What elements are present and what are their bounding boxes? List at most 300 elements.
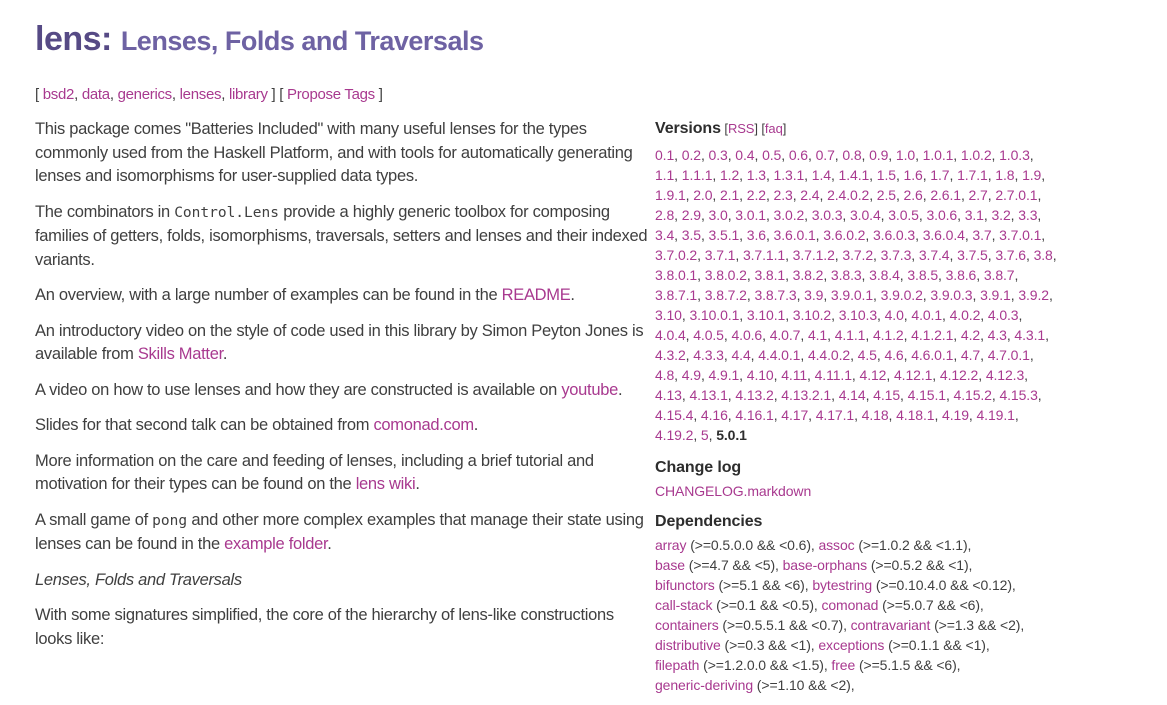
version-link-4.19[interactable]: 4.19 <box>942 407 969 423</box>
version-link-4.0[interactable]: 4.0 <box>884 307 904 323</box>
version-link-4.17.1[interactable]: 4.17.1 <box>815 407 855 423</box>
version-link-0.9[interactable]: 0.9 <box>869 147 889 163</box>
version-item: 4.3, <box>987 327 1011 343</box>
version-item: 4.8, <box>655 367 678 383</box>
version-item: 4.0, <box>884 307 908 323</box>
version-link-3.10.1[interactable]: 3.10.1 <box>746 307 786 323</box>
version-link-4.13.1[interactable]: 4.13.1 <box>689 387 728 403</box>
version-link-3.6.0.2[interactable]: 3.6.0.2 <box>823 227 866 243</box>
version-link-3.6.0.1[interactable]: 3.6.0.1 <box>773 227 816 243</box>
description-paragraph: An introductory video on the style of code used in this library by Simon Peyton Jones is available from Skills Matter. <box>35 321 644 363</box>
version-link-1.0[interactable]: 1.0 <box>895 147 916 163</box>
version-link-0.7[interactable]: 0.7 <box>815 147 835 163</box>
version-link-1.4.1[interactable]: 1.4.1 <box>838 167 870 183</box>
version-item: 1.8, <box>995 167 1019 183</box>
version-link-4.15.1[interactable]: 4.15.1 <box>907 387 946 403</box>
youtube-link[interactable]: youtube <box>561 380 618 399</box>
version-item: 3.10, <box>655 307 686 323</box>
version-item: 1.7.1, <box>957 167 992 183</box>
package-description-column <box>35 0 653 663</box>
version-link-3.7.0.1[interactable]: 3.7.0.1 <box>999 227 1042 243</box>
version-link-4.6.0.1[interactable]: 4.6.0.1 <box>911 347 954 363</box>
version-item: 3.9.2, <box>1018 287 1053 303</box>
version-link-4.13[interactable]: 4.13 <box>655 387 682 403</box>
version-link-4.15.4[interactable]: 4.15.4 <box>655 407 694 423</box>
version-link-3.10.0.1[interactable]: 3.10.0.1 <box>689 307 740 323</box>
changelog-heading: Change log <box>655 459 742 476</box>
version-link-3.10.2[interactable]: 3.10.2 <box>792 307 832 323</box>
version-link-2.9[interactable]: 2.9 <box>681 207 701 223</box>
version-link-4.12[interactable]: 4.12 <box>859 367 887 383</box>
version-link-4.0.6[interactable]: 4.0.6 <box>731 327 763 343</box>
version-item: 3.8.0.2, <box>704 267 751 283</box>
version-link-3.7.1[interactable]: 3.7.1 <box>704 247 736 263</box>
version-item: 3.8.6, <box>945 267 981 283</box>
version-item: 4.13.2, <box>735 387 778 403</box>
version-link-3.6[interactable]: 3.6 <box>746 227 766 243</box>
version-link-4.19.2[interactable]: 4.19.2 <box>655 427 694 443</box>
version-item: 4.0.3, <box>987 307 1023 323</box>
version-link-4.8[interactable]: 4.8 <box>655 367 675 383</box>
version-item: 3.7.4, <box>918 247 954 263</box>
version-item: 3.10.3, <box>838 307 881 323</box>
version-item: 3.6.0.1, <box>773 227 820 243</box>
version-link-0.8[interactable]: 0.8 <box>842 147 862 163</box>
version-item: 3.7.5, <box>957 247 992 263</box>
version-item: 3.6.0.4, <box>922 227 969 243</box>
dependency-link-exceptions[interactable]: exceptions <box>818 637 885 653</box>
version-link-0.4[interactable]: 0.4 <box>735 147 755 163</box>
version-link-3.7.1.2[interactable]: 3.7.1.2 <box>792 247 835 263</box>
dependency-link-generic-deriving[interactable]: generic-deriving <box>655 677 754 693</box>
dependency-item <box>655 577 809 593</box>
version-link-3.8.3[interactable]: 3.8.3 <box>830 267 862 283</box>
version-link-0.6[interactable]: 0.6 <box>788 147 808 163</box>
version-link-4.3.1[interactable]: 4.3.1 <box>1014 327 1046 343</box>
version-link-3.7.6[interactable]: 3.7.6 <box>995 247 1026 263</box>
version-link-3.7.3[interactable]: 3.7.3 <box>880 247 912 263</box>
version-item: 3.7.0.1, <box>999 227 1046 243</box>
dependency-link-distributive[interactable]: distributive <box>655 637 721 653</box>
version-link-4.9.1[interactable]: 4.9.1 <box>708 367 740 383</box>
version-link-4.0.7[interactable]: 4.0.7 <box>769 327 801 343</box>
version-link-4.12.1[interactable]: 4.12.1 <box>893 367 933 383</box>
dependency-item <box>783 557 973 573</box>
version-link-4.15.2[interactable]: 4.15.2 <box>953 387 992 403</box>
version-link-3.9.0.1[interactable]: 3.9.0.1 <box>830 287 874 303</box>
version-link-4.1.2.1[interactable]: 4.1.2.1 <box>911 327 954 343</box>
version-link-3.2[interactable]: 3.2 <box>991 207 1011 223</box>
version-item: 4.15.1, <box>907 387 950 403</box>
version-link-2.6[interactable]: 2.6 <box>903 187 923 203</box>
version-constraint: (>=1.10 && <2), <box>753 677 855 693</box>
tags-row: [ bsd2, data, generics, lenses, library ] [ Propose Tags ] <box>35 86 383 103</box>
version-item: 4.6, <box>884 347 908 363</box>
version-link-3.8.7.2[interactable]: 3.8.7.2 <box>704 287 747 303</box>
dependency-item <box>831 657 960 673</box>
version-link-4.13.2.1[interactable]: 4.13.2.1 <box>781 387 832 403</box>
version-constraint: (>=0.1 && <0.5), <box>712 597 818 613</box>
version-link-4.10[interactable]: 4.10 <box>746 367 774 383</box>
version-link-4.11.1[interactable]: 4.11.1 <box>814 367 852 383</box>
version-link-3.8.6[interactable]: 3.8.6 <box>945 267 977 283</box>
version-link-1.7[interactable]: 1.7 <box>930 167 950 183</box>
dependency-link-array[interactable]: array <box>655 537 687 553</box>
description-paragraph: An overview, with a large number of examples can be found in the README. <box>35 286 575 304</box>
dependency-link-call-stack[interactable]: call-stack <box>655 597 713 613</box>
version-link-4.4.0.2[interactable]: 4.4.0.2 <box>807 347 851 363</box>
version-item: 2.7, <box>968 187 992 203</box>
version-item: 3.8.7, <box>983 267 1019 283</box>
version-link-4.4[interactable]: 4.4 <box>731 347 751 363</box>
version-link-4.16.1[interactable]: 4.16.1 <box>735 407 774 423</box>
version-item: 0.4, <box>735 147 759 163</box>
version-constraint: (>=1.0.2 && <1.1), <box>854 537 972 553</box>
tag-link-bsd2[interactable]: bsd2 <box>42 86 75 103</box>
version-constraint: (>=0.5.5.1 && <0.7), <box>718 617 847 633</box>
version-item: 3.7.1.2, <box>792 247 839 263</box>
version-constraint: (>=5.0.7 && <6), <box>878 597 984 613</box>
version-item: 3.5, <box>681 227 705 243</box>
version-link-2.4.0.2[interactable]: 2.4.0.2 <box>827 187 870 203</box>
version-item: 3.8.7.2, <box>704 287 751 303</box>
version-link-3.0.3[interactable]: 3.0.3 <box>811 207 843 223</box>
version-item: 4.18.1, <box>896 407 939 423</box>
versions-heading-links: [RSS] [faq] <box>720 121 787 136</box>
version-link-2.5[interactable]: 2.5 <box>876 187 896 203</box>
version-link-1.1.1[interactable]: 1.1.1 <box>681 167 713 183</box>
version-item: 4.1.1, <box>834 327 870 343</box>
dependency-link-bytestring[interactable]: bytestring <box>812 577 873 593</box>
description-paragraph: With some signatures simplified, the core of the hierarchy of lens-like constructions looks like: <box>35 606 614 648</box>
example-folder-link[interactable]: example folder <box>224 535 328 553</box>
version-link-3.6.0.3[interactable]: 3.6.0.3 <box>872 227 916 243</box>
version-link-3.8.0.2[interactable]: 3.8.0.2 <box>704 267 747 283</box>
dependency-link-assoc[interactable]: assoc <box>818 537 855 553</box>
version-link-3.7[interactable]: 3.7 <box>972 227 992 243</box>
version-item: 4.18, <box>861 407 893 423</box>
version-link-2.2[interactable]: 2.2 <box>746 187 766 203</box>
version-constraint: (>=0.5.0.0 && <0.6), <box>686 537 815 553</box>
version-item: 5, <box>700 427 713 443</box>
version-item: 4.16, <box>700 407 732 423</box>
version-link-3.10.3[interactable]: 3.10.3 <box>838 307 878 323</box>
version-link-3.0.4[interactable]: 3.0.4 <box>850 207 881 223</box>
version-item: 4.7.0.1, <box>987 347 1034 363</box>
version-item: 4.12.2, <box>939 367 983 383</box>
version-item: 0.9, <box>869 147 893 163</box>
version-link-1.3[interactable]: 1.3 <box>746 167 766 183</box>
dependency-link-bifunctors[interactable]: bifunctors <box>655 577 715 593</box>
dependency-link-comonad[interactable]: comonad <box>821 597 879 613</box>
version-item: 3.0.4, <box>850 207 885 223</box>
version-link-4.12.2[interactable]: 4.12.2 <box>939 367 979 383</box>
version-link-4.18.1[interactable]: 4.18.1 <box>896 407 935 423</box>
version-link-3.1[interactable]: 3.1 <box>964 207 984 223</box>
version-item: 1.1.1, <box>681 167 717 183</box>
version-constraint: (>=5.1 && <6), <box>714 577 809 593</box>
description-paragraph: A small game of pong and other more complex examples that manage their state using lenses can be found in the example folder. <box>35 510 644 553</box>
version-link-3.7.4[interactable]: 3.7.4 <box>918 247 950 263</box>
version-link-3.0.2[interactable]: 3.0.2 <box>773 207 805 223</box>
version-link-1.5[interactable]: 1.5 <box>876 167 896 183</box>
dependency-item <box>818 537 971 553</box>
dependency-link-containers[interactable]: containers <box>655 617 719 633</box>
version-link-4.3[interactable]: 4.3 <box>987 327 1007 343</box>
version-link-3.10[interactable]: 3.10 <box>655 307 682 323</box>
dependency-link-contravariant[interactable]: contravariant <box>850 617 931 633</box>
version-item: 4.12.3, <box>985 367 1028 383</box>
version-link-1.0.1[interactable]: 1.0.1 <box>922 147 954 163</box>
version-item: 2.8, <box>655 207 678 223</box>
version-constraint: (>=1.3 && <2), <box>930 617 1025 633</box>
version-item: 4.3.3, <box>693 347 728 363</box>
version-item: 4.0.4, <box>655 327 690 343</box>
dependency-item <box>655 657 828 673</box>
version-link-1.9.1[interactable]: 1.9.1 <box>655 187 686 203</box>
version-link-3.9.1[interactable]: 3.9.1 <box>980 287 1011 303</box>
version-link-2.7.0.1[interactable]: 2.7.0.1 <box>995 187 1038 203</box>
version-link-3.4[interactable]: 3.4 <box>655 227 675 243</box>
version-item: 4.19.1, <box>976 407 1019 423</box>
version-link-0.1[interactable]: 0.1 <box>655 147 675 163</box>
version-link-1.7.1[interactable]: 1.7.1 <box>957 167 988 183</box>
version-link-2.6.1[interactable]: 2.6.1 <box>930 187 961 203</box>
version-link-3.9.2[interactable]: 3.9.2 <box>1018 287 1049 303</box>
comonad-com-link[interactable]: comonad.com <box>373 416 474 434</box>
version-link-4.12.3[interactable]: 4.12.3 <box>985 367 1025 383</box>
version-link-4.14[interactable]: 4.14 <box>838 387 866 403</box>
version-item: 1.9.1, <box>655 187 690 203</box>
version-link-0.5[interactable]: 0.5 <box>762 147 782 163</box>
version-item: 4.14, <box>838 387 870 403</box>
dependency-link-free[interactable]: free <box>831 657 856 673</box>
version-link-4.0.4[interactable]: 4.0.4 <box>655 327 686 343</box>
version-item: 4.1, <box>807 327 831 343</box>
version-item: 1.0.1, <box>922 147 958 163</box>
version-item: 4.3.1, <box>1014 327 1049 343</box>
version-link-4.0.2[interactable]: 4.0.2 <box>949 307 981 323</box>
version-link-0.3[interactable]: 0.3 <box>708 147 728 163</box>
version-link-3.3[interactable]: 3.3 <box>1018 207 1038 223</box>
version-item: 2.0, <box>693 187 717 203</box>
tag-link-lenses[interactable]: lenses <box>179 86 222 103</box>
version-link-2.3[interactable]: 2.3 <box>773 187 793 203</box>
version-link-2.1[interactable]: 2.1 <box>720 187 740 203</box>
version-item: 2.3, <box>773 187 797 203</box>
version-constraint: (>=0.10.4.0 && <0.12), <box>872 577 1016 593</box>
version-item: 3.10.0.1, <box>689 307 744 323</box>
version-link-5[interactable]: 5 <box>700 427 709 443</box>
description-paragraph: The combinators in Control.Lens provide a highly generic toolbox for composing families of getters, folds, isomorphisms, traversals, setters and lenses and their indexed variants. <box>35 202 648 269</box>
version-link-1.3.1[interactable]: 1.3.1 <box>773 167 805 183</box>
version-item: 4.15.4, <box>655 407 698 423</box>
version-link-0.2[interactable]: 0.2 <box>681 147 701 163</box>
version-link-3.0.5[interactable]: 3.0.5 <box>888 207 919 223</box>
description-paragraph <box>35 569 653 593</box>
version-link-4.7.0.1[interactable]: 4.7.0.1 <box>987 347 1030 363</box>
description-paragraph: This package comes "Batteries Included" with many useful lenses for the types commonly used from the Haskell Platform, and with tools for automatically generating lenses and isomorphisms for user-supplied data types. <box>35 120 633 185</box>
version-item: 3.10.2, <box>792 307 835 323</box>
version-item: 3.8, <box>1033 247 1057 263</box>
version-link-3.8.0.1[interactable]: 3.8.0.1 <box>655 267 698 283</box>
dependency-link-base[interactable]: base <box>655 557 685 573</box>
version-link-1.6[interactable]: 1.6 <box>903 167 923 183</box>
version-link-4.1.2[interactable]: 4.1.2 <box>872 327 904 343</box>
propose-tags-link[interactable]: Propose Tags <box>287 86 375 103</box>
version-item: 3.4, <box>655 227 678 243</box>
version-item: 4.19, <box>942 407 973 423</box>
version-item: 4.17.1, <box>815 407 858 423</box>
version-item: 3.0.5, <box>888 207 923 223</box>
version-item: 3.6.0.2, <box>823 227 870 243</box>
version-item: 4.16.1, <box>735 407 778 423</box>
version-item: 4.12.1, <box>893 367 937 383</box>
version-link-1.0.2[interactable]: 1.0.2 <box>960 147 992 163</box>
version-link-3.5.1[interactable]: 3.5.1 <box>708 227 740 243</box>
dependency-item <box>851 617 1024 633</box>
package-properties-column <box>655 118 1057 705</box>
version-link-4.1.1[interactable]: 4.1.1 <box>834 327 866 343</box>
readme-link[interactable]: README <box>501 286 571 304</box>
version-link-3.9[interactable]: 3.9 <box>804 287 824 303</box>
version-link-4.15[interactable]: 4.15 <box>873 387 901 403</box>
version-link-4.5[interactable]: 4.5 <box>857 347 877 363</box>
version-item: 3.0.2, <box>773 207 808 223</box>
version-link-4.3.3[interactable]: 4.3.3 <box>693 347 724 363</box>
version-link-3.9.0.2[interactable]: 3.9.0.2 <box>880 287 923 303</box>
rss-link[interactable]: RSS <box>727 121 755 136</box>
page-title <box>35 20 653 60</box>
version-item: 4.15.3, <box>999 387 1042 403</box>
version-link-2.0[interactable]: 2.0 <box>693 187 713 203</box>
version-item: 4.4, <box>731 347 755 363</box>
version-item: 3.9.0.3, <box>930 287 977 303</box>
skills-matter-link[interactable]: Skills Matter <box>137 345 223 363</box>
version-item: 4.0.2, <box>949 307 985 323</box>
version-item: 4.13.2.1, <box>781 387 835 403</box>
lens-wiki-link[interactable]: lens wiki <box>355 475 416 493</box>
version-link-4.6[interactable]: 4.6 <box>884 347 904 363</box>
package-name: lens: <box>35 20 112 58</box>
version-link-1.4[interactable]: 1.4 <box>811 167 831 183</box>
description-paragraph: More information on the care and feeding of lenses, including a brief tutorial and motivation for their types can be found on the lens wiki. <box>35 451 594 493</box>
dependencies-heading: Dependencies <box>655 513 763 530</box>
version-link-1.1[interactable]: 1.1 <box>655 167 675 183</box>
version-link-4.0.5[interactable]: 4.0.5 <box>693 327 724 343</box>
version-link-2.4[interactable]: 2.4 <box>800 187 820 203</box>
version-link-3.6.0.4[interactable]: 3.6.0.4 <box>922 227 965 243</box>
version-link-4.18[interactable]: 4.18 <box>861 407 889 423</box>
version-link-2.8[interactable]: 2.8 <box>655 207 675 223</box>
version-link-4.3.2[interactable]: 4.3.2 <box>655 347 686 363</box>
dependency-link-base-orphans[interactable]: base-orphans <box>782 557 868 573</box>
version-link-4.0.1[interactable]: 4.0.1 <box>911 307 943 323</box>
version-link-4.19.1[interactable]: 4.19.1 <box>976 407 1015 423</box>
version-item: 3.0.1, <box>735 207 770 223</box>
version-link-3.8.2[interactable]: 3.8.2 <box>792 267 824 283</box>
version-link-3.8.7[interactable]: 3.8.7 <box>983 267 1015 283</box>
version-item: 3.2, <box>991 207 1015 223</box>
version-link-3.5[interactable]: 3.5 <box>681 227 701 243</box>
version-link-3.8.1[interactable]: 3.8.1 <box>754 267 786 283</box>
version-item: 1.7, <box>930 167 954 183</box>
version-item: 4.7, <box>960 347 984 363</box>
dependency-link-filepath[interactable]: filepath <box>655 657 700 673</box>
version-link-1.9[interactable]: 1.9 <box>1022 167 1042 183</box>
version-item: 3.9.0.2, <box>880 287 927 303</box>
version-link-3.0[interactable]: 3.0 <box>708 207 728 223</box>
version-item: 4.13.1, <box>689 387 732 403</box>
description-paragraph: A video on how to use lenses and how they are constructed is available on youtube. <box>35 380 623 399</box>
version-item: 1.5, <box>876 167 900 183</box>
version-link-4.1[interactable]: 4.1 <box>807 327 828 343</box>
version-link-3.8.7.3[interactable]: 3.8.7.3 <box>754 287 797 303</box>
version-link-4.17[interactable]: 4.17 <box>781 407 809 423</box>
control-lens-code: Control.Lens <box>174 204 279 221</box>
version-link-3.9.0.3[interactable]: 3.9.0.3 <box>930 287 973 303</box>
version-link-4.11[interactable]: 4.11 <box>781 367 808 383</box>
dependency-item <box>821 597 983 613</box>
version-link-3.8.4[interactable]: 3.8.4 <box>869 267 900 283</box>
version-item: 0.1, <box>655 147 678 163</box>
version-link-3.7.2[interactable]: 3.7.2 <box>842 247 874 263</box>
version-item: 3.8.0.1, <box>655 267 701 283</box>
tag-link-library[interactable]: library <box>228 86 268 103</box>
version-item: 1.3.1, <box>773 167 808 183</box>
version-link-4.2[interactable]: 4.2 <box>960 327 981 343</box>
version-link-3.8.7.1[interactable]: 3.8.7.1 <box>655 287 698 303</box>
version-item: 4.9.1, <box>708 367 743 383</box>
faq-link[interactable]: faq <box>764 121 783 136</box>
version-link-4.13.2[interactable]: 4.13.2 <box>735 387 774 403</box>
version-link-1.2[interactable]: 1.2 <box>720 167 740 183</box>
version-link-4.15.3[interactable]: 4.15.3 <box>999 387 1038 403</box>
version-item: 1.0.2, <box>960 147 996 163</box>
version-link-3.7.1.1[interactable]: 3.7.1.1 <box>742 247 786 263</box>
version-constraint: (>=5.1.5 && <6), <box>855 657 961 673</box>
version-link-4.9[interactable]: 4.9 <box>681 367 701 383</box>
version-link-4.4.0.1[interactable]: 4.4.0.1 <box>758 347 801 363</box>
version-item: 2.4, <box>800 187 824 203</box>
version-link-1.8[interactable]: 1.8 <box>995 167 1015 183</box>
version-link-3.7.0.2[interactable]: 3.7.0.2 <box>655 247 698 263</box>
version-item: 3.9, <box>804 287 828 303</box>
version-item: 4.0.1, <box>911 307 946 323</box>
tag-link-data[interactable]: data <box>81 86 110 103</box>
changelog-link[interactable]: CHANGELOG.markdown <box>655 483 812 499</box>
version-link-3.8[interactable]: 3.8 <box>1033 247 1053 263</box>
version-link-1.0.3[interactable]: 1.0.3 <box>999 147 1030 163</box>
version-item: 3.8.1, <box>754 267 789 283</box>
version-item: 2.7.0.1, <box>995 187 1042 203</box>
version-link-3.0.1[interactable]: 3.0.1 <box>735 207 766 223</box>
version-link-4.7[interactable]: 4.7 <box>960 347 981 363</box>
version-item: 4.11, <box>781 367 811 383</box>
version-link-3.0.6[interactable]: 3.0.6 <box>926 207 958 223</box>
version-link-3.8.5[interactable]: 3.8.5 <box>907 267 939 283</box>
version-link-3.7.5[interactable]: 3.7.5 <box>957 247 988 263</box>
version-link-4.0.3[interactable]: 4.0.3 <box>987 307 1019 323</box>
version-item: 1.1, <box>655 167 678 183</box>
version-item: 1.6, <box>903 167 927 183</box>
tag-link-generics[interactable]: generics <box>117 86 172 103</box>
version-item: 3.8.2, <box>792 267 828 283</box>
version-link-2.7[interactable]: 2.7 <box>968 187 988 203</box>
version-link-4.16[interactable]: 4.16 <box>700 407 728 423</box>
version-item: 3.8.3, <box>830 267 866 283</box>
version-item: 4.3.2, <box>655 347 690 363</box>
